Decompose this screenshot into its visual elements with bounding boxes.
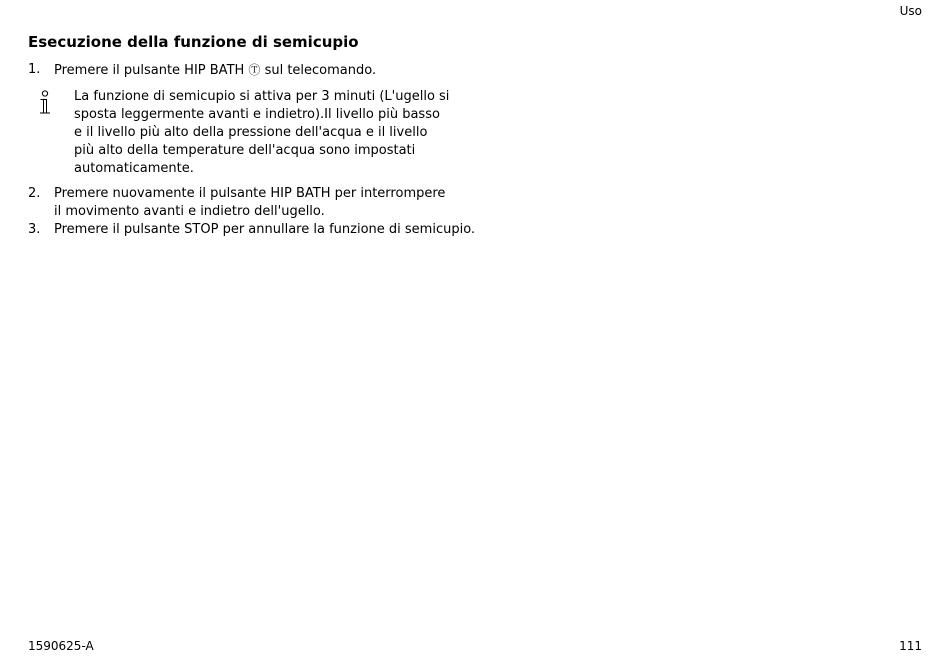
note-line: automaticamente.	[74, 161, 194, 176]
section-title: Esecuzione della funzione di semicupio	[28, 33, 359, 51]
note-text	[74, 88, 449, 178]
running-header: Uso	[899, 4, 922, 18]
note-line: e il livello più alto della pressione dell'acqua e il livello	[74, 125, 428, 140]
step-number: 1.	[28, 62, 41, 77]
step-line: Premere nuovamente il pulsante HIP BATH per interrompere	[54, 186, 446, 201]
step-text-after: sul telecomando.	[260, 63, 377, 78]
page-number: 111	[899, 639, 922, 653]
note-line: sposta leggermente avanti e indietro).Il livello più basso	[74, 107, 440, 122]
step-text	[54, 61, 376, 80]
info-icon	[36, 90, 56, 116]
t-button-symbol: Ⓣ	[248, 63, 261, 77]
step-text-before: Premere il pulsante HIP BATH	[54, 63, 249, 78]
document-number: 1590625-A	[28, 639, 94, 653]
step-text: Premere il pulsante STOP per annullare la funzione di semicupio.	[54, 222, 476, 237]
step-text	[54, 185, 445, 221]
step-number: 2.	[28, 186, 41, 201]
step-line: il movimento avanti e indietro dell'ugello.	[54, 204, 325, 219]
step-number: 3.	[28, 222, 41, 237]
note-line: più alto della temperature dell'acqua sono impostati	[74, 143, 416, 158]
note-line: La funzione di semicupio si attiva per 3 minuti (L'ugello si	[74, 89, 450, 104]
